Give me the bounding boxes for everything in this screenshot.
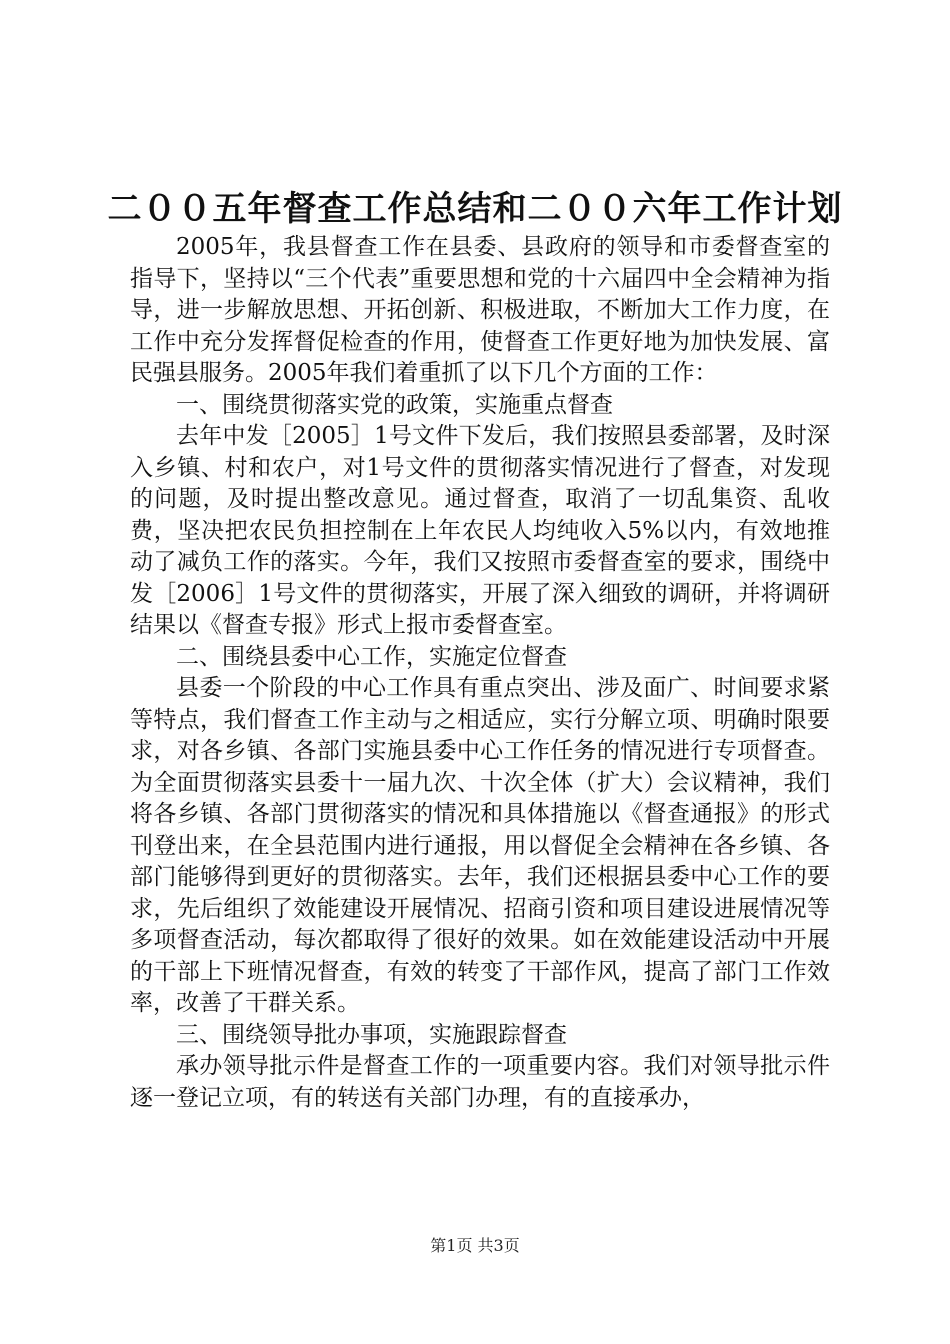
paragraph-section-3: 承办领导批示件是督查工作的一项重要内容。我们对领导批示件逐一登记立项，有的转送有关部门办理，有的直接承办， [130,1053,830,1111]
section-heading-2: 二、围绕县委中心工作，实施定位督查 [176,643,567,670]
document-body [130,232,830,1114]
paragraph-section-2: 县委一个阶段的中心工作具有重点突出、涉及面广、时间要求紧等特点，我们督查工作主动与之相适应，实行分解立项、明确时限要求，对各乡镇、各部门实施县委中心工作任务的情况进行专项督查。为全面贯彻落实县委十一届九次、十次全体（扩大）会议精神，我们将各乡镇、各部门贯彻落实的情况和具体措施以《督查通报》的形式刊登出来，在全县范围内进行通报，用以督促全会精神在各乡镇、各部门能够得到更好的贯彻落实。去年，我们还根据县委中心工作的要求，先后组织了效能建设开展情况、招商引资和项目建设进展情况等多项督查活动，每次都取得了很好的效果。如在效能建设活动中开展的干部上下班情况督查，有效的转变了干部作风，提高了部门工作效率，改善了干群关系。 [130,675,830,1016]
document-title: 二００五年督查工作总结和二００六年工作计划 [107,189,843,229]
paragraph-section-1: 去年中发［2005］1号文件下发后，我们按照县委部署，及时深入乡镇、村和农户，对1号文件的贯彻落实情况进行了督查，对发现的问题，及时提出整改意见。通过督查，取消了一切乱集资、乱收费，坚决把农民负担控制在上年农民人均纯收入5%以内，有效地推动了减负工作的落实。今年，我们又按照市委督查室的要求，围绕中发［2006］1号文件的贯彻落实，开展了深入细致的调研，并将调研结果以《督查专报》形式上报市委督查室。 [130,423,830,638]
page-footer: 第1页 共3页 [430,1236,520,1255]
paragraph-intro: 2005年，我县督查工作在县委、县政府的领导和市委督查室的指导下，坚持以“三个代表”重要思想和党的十六届四中全会精神为指导，进一步解放思想、开拓创新、积极进取，不断加大工作力度，在工作中充分发挥督促检查的作用，使督查工作更好地为加快发展、富民强县服务。2005年我们着重抓了以下几个方面的工作： [130,234,830,386]
section-heading-3: 三、围绕领导批办事项，实施跟踪督查 [176,1021,567,1048]
section-heading-1: 一、围绕贯彻落实党的政策，实施重点督查 [176,391,613,418]
